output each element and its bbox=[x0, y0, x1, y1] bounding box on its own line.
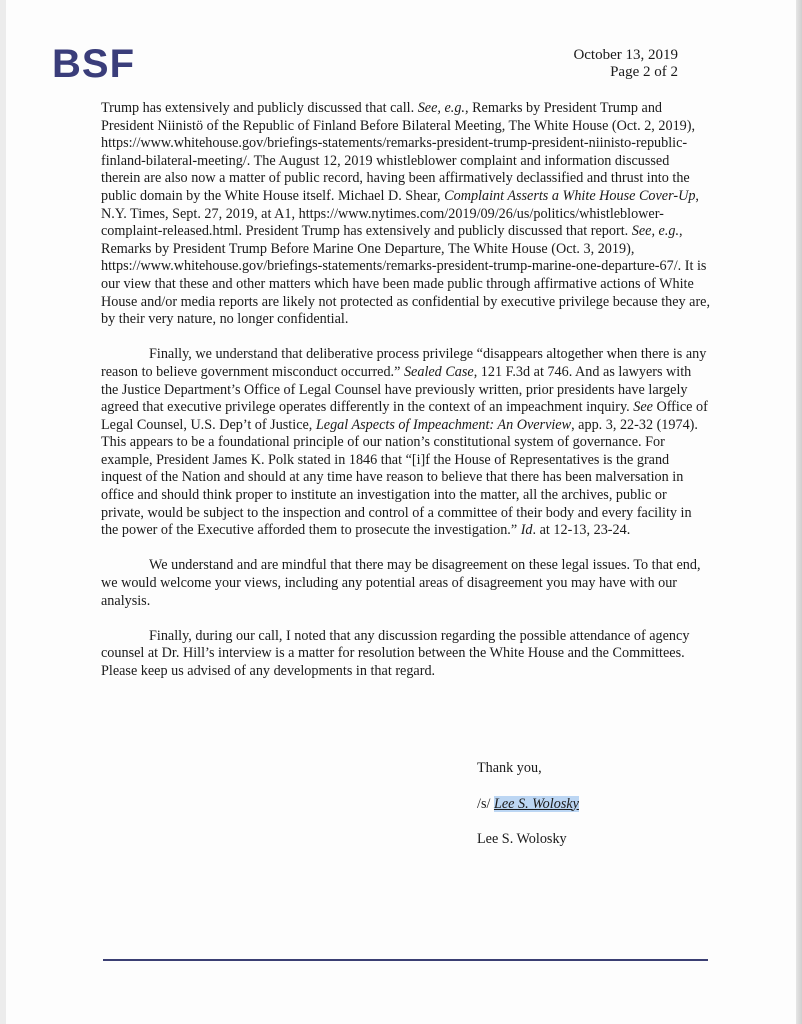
page-edge bbox=[796, 0, 802, 1024]
signer-name: Lee S. Wolosky bbox=[477, 831, 567, 848]
paragraph-2: Finally, we understand that deliberative process privilege “disappears altogether when there is any reason to believe government misconduct occurred.” Sealed Case, 121 F.3d at 746. And as lawyers with the Justice Department’s Office of Legal Counsel have previously written, prior presidents have largely agreed that executive privilege operates differently in the context of an impeachment inquiry. See Office of Legal Counsel, U.S. Dep’t of Justice, Legal Aspects of Impeachment: An Overview, app. 3, 22-32 (1974). This appears to be a foundational principle of our nation’s constitutional system of governance. For example, President James K. Polk stated in 1846 that “[i]f the House of Representatives is the grand inquest of the Nation and should at any time have reason to believe that there has been malversation in office and should think proper to institute an investigation into the matter, all the archives, public or private, would be subject to the inspection and control of a committee of their body and every facility in the power of the Executive afforded them to prosecute the investigation.” Id. at 12-13, 23-24. bbox=[101, 346, 708, 539]
page-number: Page 2 of 2 bbox=[610, 64, 678, 80]
highlighted-signature[interactable]: Lee S. Wolosky bbox=[493, 795, 579, 812]
electronic-signature: /s/ Lee S. Wolosky bbox=[477, 795, 579, 812]
paragraph-1: Trump has extensively and publicly discussed that call. See, e.g., Remarks by President Trump and President Niinistö of the Republic of Finland Before Bilateral Meeting, The White House (Oct. 2, 2019), https://www.whitehouse.gov/briefings-statements/remarks-president-trump-president-niinisto-republic-finland-bilateral-meeting/. The August 12, 2019 whistleblower complaint and information discussed therein are also now a matter of public record, having been affirmatively declassified and thrust into the public domain by the White House itself. Michael D. Shear, Complaint Asserts a White House Cover-Up, N.Y. Times, Sept. 27, 2019, at A1, https://www.nytimes.com/2019/09/26/us/politics/whistleblower-complaint-released.html. President Trump has extensively and publicly discussed that report. See, e.g., Remarks by President Trump Before Marine One Departure, The White House (Oct. 3, 2019), https://www.whitehouse.gov/briefings-statements/remarks-president-trump-marine-one-departure-67/. It is our view that these and other matters which have been made public through affirmative actions of White House and/or media reports are likely not protected as confidential by executive privilege because they are, by their very nature, no longer confidential. bbox=[101, 100, 711, 328]
letter-body bbox=[101, 100, 711, 698]
paragraph-3: We understand and are mindful that there may be disagreement on these legal issues. To that end, we would welcome your views, including any potential areas of disagreement you may have with our analysis. bbox=[101, 557, 701, 609]
closing: Thank you, bbox=[477, 760, 542, 776]
document-page bbox=[6, 0, 796, 1024]
paragraph-4: Finally, during our call, I noted that any discussion regarding the possible attendance of agency counsel at Dr. Hill’s interview is a matter for resolution between the White House and the Committees. Please keep us advised of any developments in that regard. bbox=[101, 627, 690, 679]
letter-date: October 13, 2019 bbox=[573, 47, 678, 63]
footer-rule bbox=[103, 959, 708, 961]
bsf-logo: BSF bbox=[52, 42, 135, 86]
signature-block bbox=[477, 760, 579, 867]
page-header bbox=[573, 47, 678, 81]
